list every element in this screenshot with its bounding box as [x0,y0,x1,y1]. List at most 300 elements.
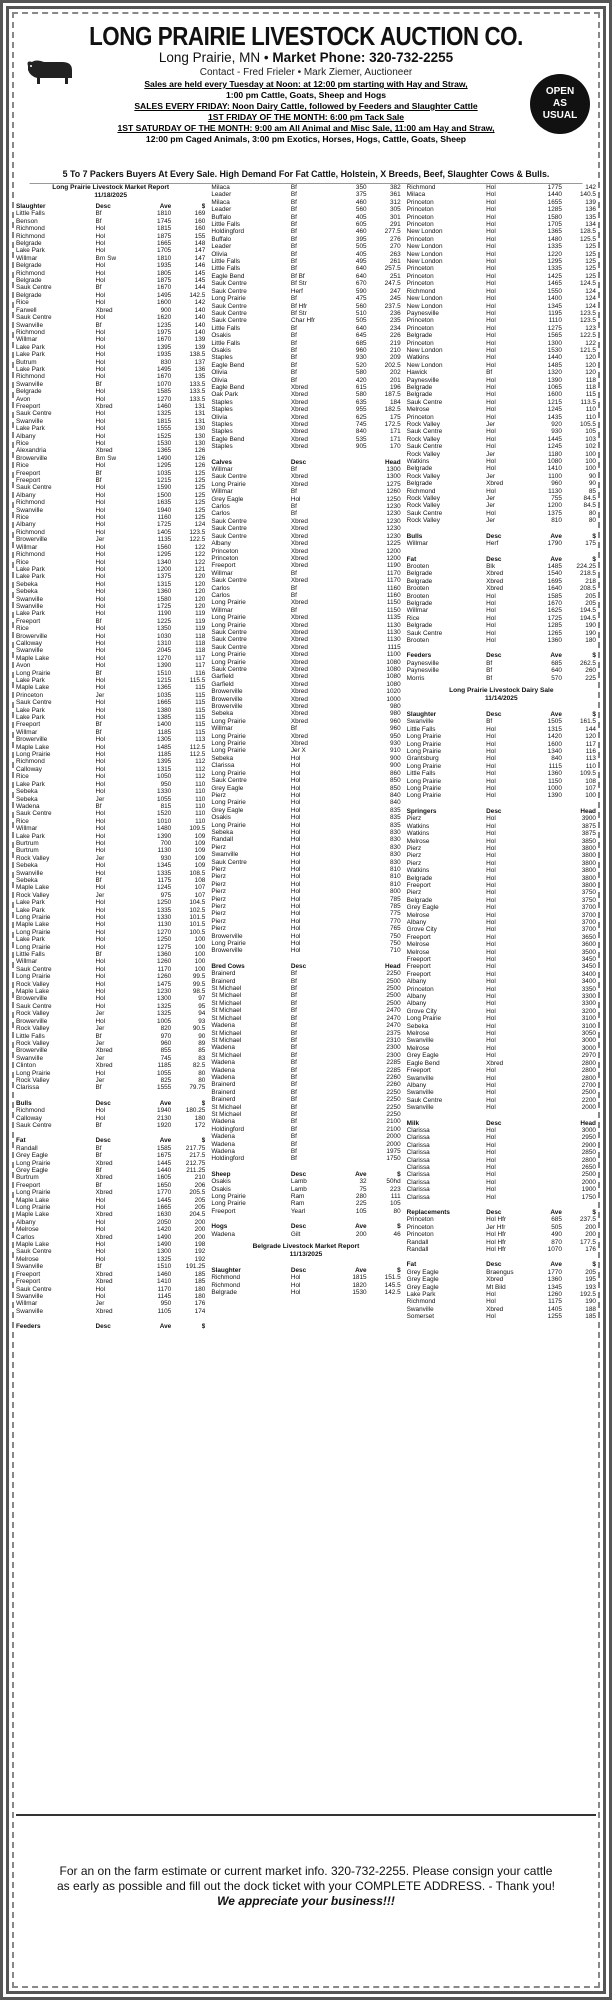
table-row [407,236,596,243]
table-cell [329,807,367,814]
table-cell: New London [406,250,443,258]
table-cell: Lake Park [16,714,45,722]
table-row [16,729,205,736]
table-cell: Hol [95,1241,106,1249]
table-cell [329,548,367,555]
table-cell: Little Falls [211,221,241,229]
table-row [211,822,400,829]
table-cell: New London [406,361,443,369]
table-cell: Willmar [211,466,233,474]
table-cell: 1395 [157,343,172,351]
table-row [16,1084,205,1091]
table-cell: 1115 [387,643,401,651]
table-cell: 1295 [547,258,562,266]
table-cell: 670 [355,280,367,288]
spacer [407,1112,596,1117]
table-cell: 1975 [157,328,172,336]
table-cell: 1400 [157,721,172,729]
table-cell: 830 [389,828,401,836]
table-cell: Belgrade [211,1289,237,1297]
table-cell: 1875 [157,232,172,240]
table-cell: 118 [585,376,596,384]
table-cell: 107 [585,785,596,793]
table-cell: Sauk Centre [406,398,443,406]
table-row [16,670,205,677]
table-cell: Alexandria [16,447,47,455]
table-cell: Princeton [406,198,434,206]
table-cell: Melrose [406,1044,430,1052]
table-cell: Hol [486,1000,496,1008]
table-cell: Hol [486,361,496,369]
table-row [407,1269,596,1276]
table-cell: 210 [389,346,401,354]
table-row [211,184,400,191]
table-cell: 130 [194,432,206,440]
table-cell: Long Prairie [16,973,51,981]
table-cell: Rice [16,440,29,447]
table-cell: 1285 [547,622,562,630]
table-cell: 125 [585,243,596,251]
table-row [16,721,205,728]
table-cell: Princeton [406,265,434,273]
table-row [211,725,400,732]
table-row [16,958,205,965]
table-cell: Sauk Centre [16,1002,52,1010]
table-cell [524,867,562,874]
table-cell [329,814,367,821]
table-cell: Hol [290,917,301,925]
table-cell: Holdingford [211,228,245,236]
table-cell: 560 [355,302,367,310]
table-cell: Calloway [16,639,42,647]
table-cell: 2200 [581,1096,596,1104]
table-cell: Jer [95,1039,105,1047]
table-row [211,792,400,799]
table-cell: Hol [95,810,106,818]
table-cell: Sauk Centre [16,410,52,418]
table-cell: Sebeka [16,580,38,588]
table-cell: Hol [486,1193,496,1201]
header-cell: Desc [486,711,502,718]
table-cell: 120 [194,580,206,588]
table-cell: New London [406,243,443,251]
table-cell: 111 [390,1193,401,1201]
table-cell: 291 [389,221,401,229]
table-cell [524,815,562,822]
table-cell: 1405 [157,528,172,536]
table-cell: Hol [486,324,496,332]
table-cell: Hol [486,1149,496,1157]
table-cell [524,934,562,941]
table-cell: 1170 [157,1285,172,1293]
badge-line: AS [553,98,567,109]
table-cell: 1245 [157,884,172,892]
table-cell: Long Prairie [211,799,246,807]
report-title: Belgrade Livestock Market Report [252,1243,360,1251]
table-cell: 126 [194,462,206,470]
table-cell: Bf [290,213,297,221]
table-cell: 100.5 [189,928,206,936]
schedule-tuesday-2: 1:00 pm Cattle, Goats, Sheep and Hogs [226,90,386,100]
table-cell: 2970 [581,1052,596,1060]
table-row [211,466,400,473]
table-cell: Lamb [290,1178,307,1186]
header-cell: $ [397,1267,401,1275]
table-cell: 125 [194,499,206,507]
table-cell: 2650 [581,1163,596,1171]
table-cell: Hol [290,828,301,836]
table-cell: Hol [486,184,496,191]
table-cell: Rock Valley [16,854,50,862]
table-cell: 109 [194,847,206,855]
table-row [407,1142,596,1149]
table-cell: Xbred [290,703,308,711]
table-cell: Rock Valley [16,1010,50,1018]
table-cell: Hol [290,888,301,896]
table-cell: Xbred [95,1307,113,1315]
footer [16,1814,596,1984]
table-cell: St Michael [211,1014,242,1022]
table-row [16,1226,205,1233]
table-cell: Xbred [486,570,504,578]
table-cell [329,496,367,503]
table-cell: 960 [551,480,562,488]
table-row [16,655,205,662]
table-cell: Hol [290,777,301,785]
table-row [16,1241,205,1248]
table-row [16,440,205,447]
table-cell [524,986,562,993]
table-cell: New London [406,295,443,303]
table-cell: 1325 [157,410,172,418]
table-cell: Xbred [290,435,308,443]
table-cell: 560 [355,206,367,214]
table-row [16,870,205,877]
table-cell: 1505 [547,718,562,726]
table-row [16,662,205,669]
table-cell: 570 [551,674,562,682]
table-row [211,548,400,555]
table-cell: 107 [194,884,206,892]
table-cell: Xbred [290,554,308,562]
table-cell: 980 [389,703,401,711]
table-cell: Jer X [290,747,306,755]
table-cell: Belgrade [406,332,433,340]
table-row [16,403,205,410]
table-cell: 1725 [157,602,172,610]
table-row [407,362,596,369]
table-cell: 1600 [547,391,562,399]
table-row [211,1104,400,1111]
table-cell: 116 [585,748,596,756]
table-cell: St Michael [211,985,242,993]
table-cell: Pierz [406,815,422,823]
table-cell: Pierz [211,888,226,896]
table-cell: 102.5 [189,906,206,914]
table-cell: Little Falls [16,1032,45,1040]
table-cell: 184 [389,398,401,406]
table-row [407,726,596,733]
header-cell: Fat [406,555,417,563]
table-cell: Hol [95,299,106,307]
table-cell: 146 [194,262,206,270]
table-cell: 700 [160,839,172,847]
table-row [16,329,205,336]
table-row [16,366,205,373]
table-cell: 262.5 [579,659,596,667]
table-cell [524,926,562,933]
table-cell: 115 [195,728,206,736]
table-cell: 1300 [386,466,401,474]
table-cell: Hol [486,198,496,206]
table-cell: Hol [486,614,496,622]
table-cell: Princeton [406,221,434,229]
table-row [211,673,400,680]
table-cell [329,518,367,525]
section-header [16,1100,205,1107]
table-cell: 85 [588,487,596,495]
table-row [16,314,205,321]
table-row [407,443,596,450]
table-cell: Bf [290,258,297,266]
table-cell: Bf [95,380,102,388]
table-row [211,570,400,577]
table-cell: Long Prairie [406,792,442,800]
table-row [16,862,205,869]
table-cell [329,481,367,488]
table-cell: Hol [290,925,301,933]
table-cell [524,1164,562,1171]
table-cell: Paynesville [406,659,439,667]
table-row [16,1115,205,1122]
schedule [16,79,596,145]
table-cell: Oak Park [211,391,238,399]
table-cell: 223 [389,1185,401,1193]
table-cell: Leader [211,206,232,214]
table-row [407,258,596,265]
header-cell: Bred Cows [211,962,245,970]
table-cell: 635 [355,398,367,406]
table-cell: Hol [95,736,106,744]
table-cell: 745 [160,1054,172,1062]
table-row [211,910,400,917]
table-cell: Hol [95,291,106,299]
table-row [211,585,400,592]
table-cell: 276 [389,235,401,243]
table-cell: 1365 [157,684,172,692]
table-row [407,660,596,667]
table-cell: 2500 [386,985,401,993]
table-row [16,995,205,1002]
table-cell: 180 [194,1292,206,1300]
table-row [211,1126,400,1133]
table-cell: 850 [389,784,401,792]
table-cell: 119 [195,617,206,625]
table-row [407,978,596,985]
table-cell: Hol [95,677,106,684]
table-cell: Wadena [211,1044,235,1052]
table-cell: Hol [486,956,496,963]
table-cell: Hol [95,1285,106,1293]
table-cell: 125 [585,265,596,273]
table-cell: 405 [355,250,367,258]
table-cell: 190 [585,622,596,630]
table-row [407,1015,596,1022]
table-cell: 3700 [581,926,596,934]
table-row [407,369,596,376]
table-cell: Hol [486,272,496,280]
table-cell: Hol [95,632,106,640]
table-cell: 505 [355,243,367,251]
table-cell: Hol [486,911,496,919]
table-cell: 1250 [157,936,172,944]
table-row [407,1134,596,1141]
table-cell: 1070 [157,380,172,388]
table-cell: Lake Park [16,573,45,581]
table-cell: 192.5 [579,1291,596,1299]
table-row [16,1211,205,1218]
table-cell: 110 [195,810,206,818]
table-cell: 115 [195,721,206,729]
table-cell: 125 [194,514,206,522]
table-cell: Sauk Centre [211,525,247,533]
table-cell: Bf [486,667,493,675]
table-cell: Swanville [406,1037,434,1045]
table-cell: Freeport [16,721,41,729]
table-cell: Belgrade [406,391,433,399]
table-cell: 3450 [581,956,596,963]
table-cell: Long Prairie [406,1015,442,1023]
table-cell: 118 [195,647,206,655]
table-cell: 785 [389,903,401,910]
table-cell [329,673,367,680]
header-cell: $ [201,1099,206,1107]
table-row [16,1204,205,1211]
table-cell [329,933,367,940]
table-cell: 1490 [157,1241,172,1249]
table-cell: 135 [194,373,206,381]
table-cell: 1815 [157,417,172,425]
table-cell: Pierz [211,910,226,918]
table-cell [524,1142,562,1149]
table-cell: 190 [585,629,596,637]
table-cell: Braengus [486,1268,514,1276]
table-cell: Hol [95,995,106,1003]
table-cell: Freeport [406,970,431,978]
table-cell: 3400 [581,970,596,978]
table-cell: 180 [194,1114,206,1122]
table-cell: 405 [355,213,367,221]
spacer [211,1163,400,1168]
table-cell: Jer [95,1076,105,1084]
table-cell: 1920 [157,1121,172,1129]
table-cell: Hol [486,592,496,600]
table-row [16,447,205,454]
table-cell: Garfield [211,673,234,681]
spacer [407,525,596,530]
table-cell: Farwell [16,306,37,314]
table-cell: 1330 [157,914,172,921]
schedule-tack: 1ST FRIDAY OF THE MONTH: 6:00 pm Tack Sale [207,112,405,122]
table-cell: 1300 [386,473,401,481]
table-cell: Browerville [16,736,48,744]
table-cell: 2900 [581,1141,596,1149]
table-cell: 115 [585,391,596,399]
table-cell: Clarissa [406,1163,430,1171]
table-cell: Bf [290,510,297,518]
table-row [211,933,400,940]
table-cell: Avon [16,662,31,670]
table-cell: 109 [194,839,206,847]
table-cell: 1540 [547,570,562,578]
table-row [16,1293,205,1300]
table-cell: 120 [585,361,596,369]
table-cell: Hol [290,940,301,948]
schedule-saturday: 1ST SATURDAY OF THE MONTH: 9:00 am All Animal and Misc Sale, 11:00 am Hay and Straw, [117,123,495,133]
table-cell: 1410 [547,465,562,473]
table-cell: 2260 [386,1081,401,1089]
table-cell: Xbred [95,1174,113,1182]
table-cell: Pierz [211,791,226,799]
report-date: 11/14/2025 [485,695,518,702]
table-cell: Hol [486,428,496,436]
header-cell: Desc [95,1137,111,1145]
table-cell: Browerville [211,703,243,711]
table-row [211,992,400,999]
table-cell: Sauk Centre [211,309,247,317]
table-row [16,381,205,388]
table-cell: Willmar [16,254,38,262]
table-cell: Staples [211,354,233,362]
table-cell: Brooten [406,592,430,600]
table-cell: 1365 [547,228,562,236]
section-header [407,533,596,540]
table-cell: Clarissa [16,1084,40,1092]
table-row [407,1186,596,1193]
table-cell: Long Prairie [211,769,246,777]
table-cell: Sauk Centre [211,636,247,644]
table-cell: Bf [290,1140,297,1148]
table-cell: Swanville [16,869,43,877]
table-cell: Grey Eagle [406,904,439,912]
table-cell: 830 [389,851,401,859]
schedule-friday: SALES EVERY FRIDAY: Noon Dairy Cattle, followed by Feeders and Slaughter Cattle [134,101,478,111]
table-cell: Sauk Centre [211,643,247,651]
table-cell: Jer [95,795,105,803]
table-row [16,944,205,951]
table-cell: 1160 [386,584,401,592]
table-cell: Hol [486,287,496,295]
table-cell: Bf [95,1167,102,1174]
table-cell: 108 [585,777,596,785]
table-cell [329,822,367,829]
table-cell: 1080 [386,673,401,681]
table-cell [329,888,367,895]
table-row [407,310,596,317]
table-cell [329,533,367,540]
table-cell: Holdingford [211,1155,245,1163]
table-cell: 1650 [157,1181,172,1189]
table-cell: 115 [195,699,206,707]
table-cell [329,1059,367,1066]
table-row [211,1148,400,1155]
table-row [16,788,205,795]
table-row [16,951,205,958]
table-cell [329,510,367,517]
table-cell: 1080 [386,680,401,688]
table-cell: Hol [486,398,496,406]
table-row [211,362,400,369]
